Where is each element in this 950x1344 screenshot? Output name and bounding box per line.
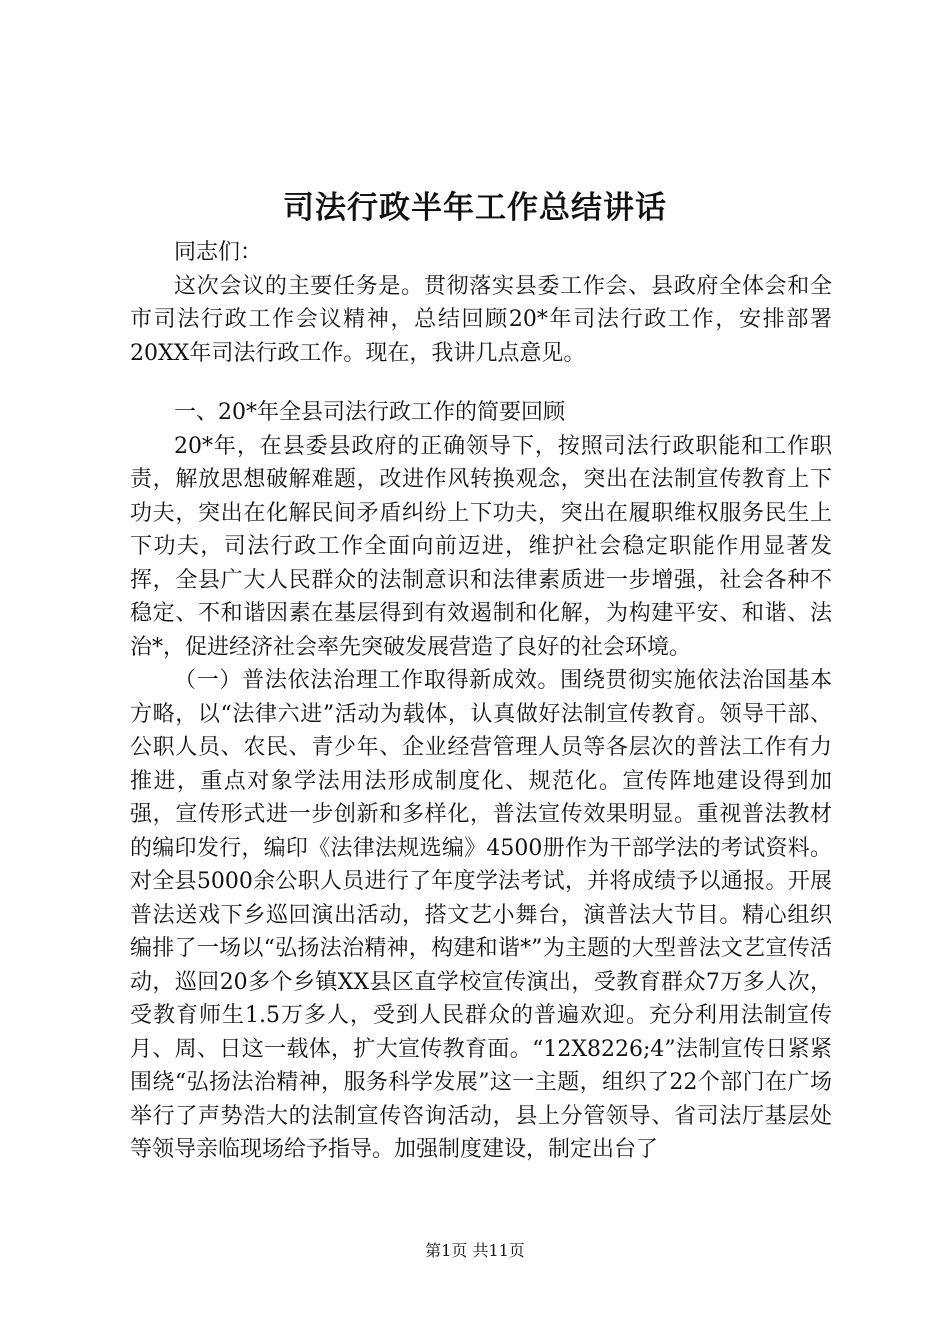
document-body xyxy=(130,236,832,1167)
document-title: 司法行政半年工作总结讲话 xyxy=(283,190,667,226)
paragraph-gap xyxy=(130,370,832,396)
paragraph-intro: 这次会议的主要任务是。贯彻落实县委工作会、县政府全体会和全市司法行政工作会议精神，总结回顾20*年司法行政工作，安排部署20XX年司法行政工作。现在，我讲几点意见。 xyxy=(130,273,832,366)
paragraph-subsection-1: （一）普法依法治理工作取得新成效。围绕贯彻实施依法治国基本方略，以“法律六进”活动为载体，认真做好法制宣传教育。领导干部、公职人员、农民、青少年、企业经营管理人员等各层次的普法工作有力推进，重点对象学法用法形成制度化、规范化。宣传阵地建设得到加强，宣传形式进一步创新和多样化，普法宣传效果明显。重视普法教材的编印发行，编印《法律法规选编》4500册作为干部学法的考试资料。对全县5000余公职人员进行了年度学法考试，并将成绩予以通报。开展普法送戏下乡巡回演出活动，搭文艺小舞台，演普法大节目。精心组织编排了一场以“弘扬法治精神，构建和谐*”为主题的大型普法文艺宣传活动，巡回20多个乡镇XX县区直学校宣传演出，受教育群众7万多人次，受教育师生1.5万多人，受到人民群众的普遍欢迎。充分利用法制宣传月、周、日这一载体，扩大宣传教育面。“12X8226;4”法制宣传日紧紧围绕“弘扬法治精神，服务科学发展”这一主题，组织了22个部门在广场举行了声势浩大的法制宣传咨询活动，县上分管领导、省司法厅基层处等领导亲临现场给予指导。加强制度建设，制定出台了 xyxy=(130,668,832,1162)
salutation: 同志们： xyxy=(174,240,263,265)
page-number: 第1页 共11页 xyxy=(425,1241,525,1260)
paragraph-review: 20*年，在县委县政府的正确领导下，按照司法行政职能和工作职责，解放思想破解难题，改进作风转换观念，突出在法制宣传教育上下功夫，突出在化解民间矛盾纠纷上下功夫，突出在履职维权服务民生上下功夫，司法行政工作全面向前迈进，维护社会稳定职能作用显著发挥，全县广大人民群众的法制意识和法律素质进一步增强，社会各种不稳定、不和谐因素在基层得到有效遏制和化解，为构建平安、和谐、法治*，促进经济社会率先突破发展营造了良好的社会环境。 xyxy=(130,433,832,660)
section-heading: 一、20*年全县司法行政工作的简要回顾 xyxy=(174,400,565,425)
